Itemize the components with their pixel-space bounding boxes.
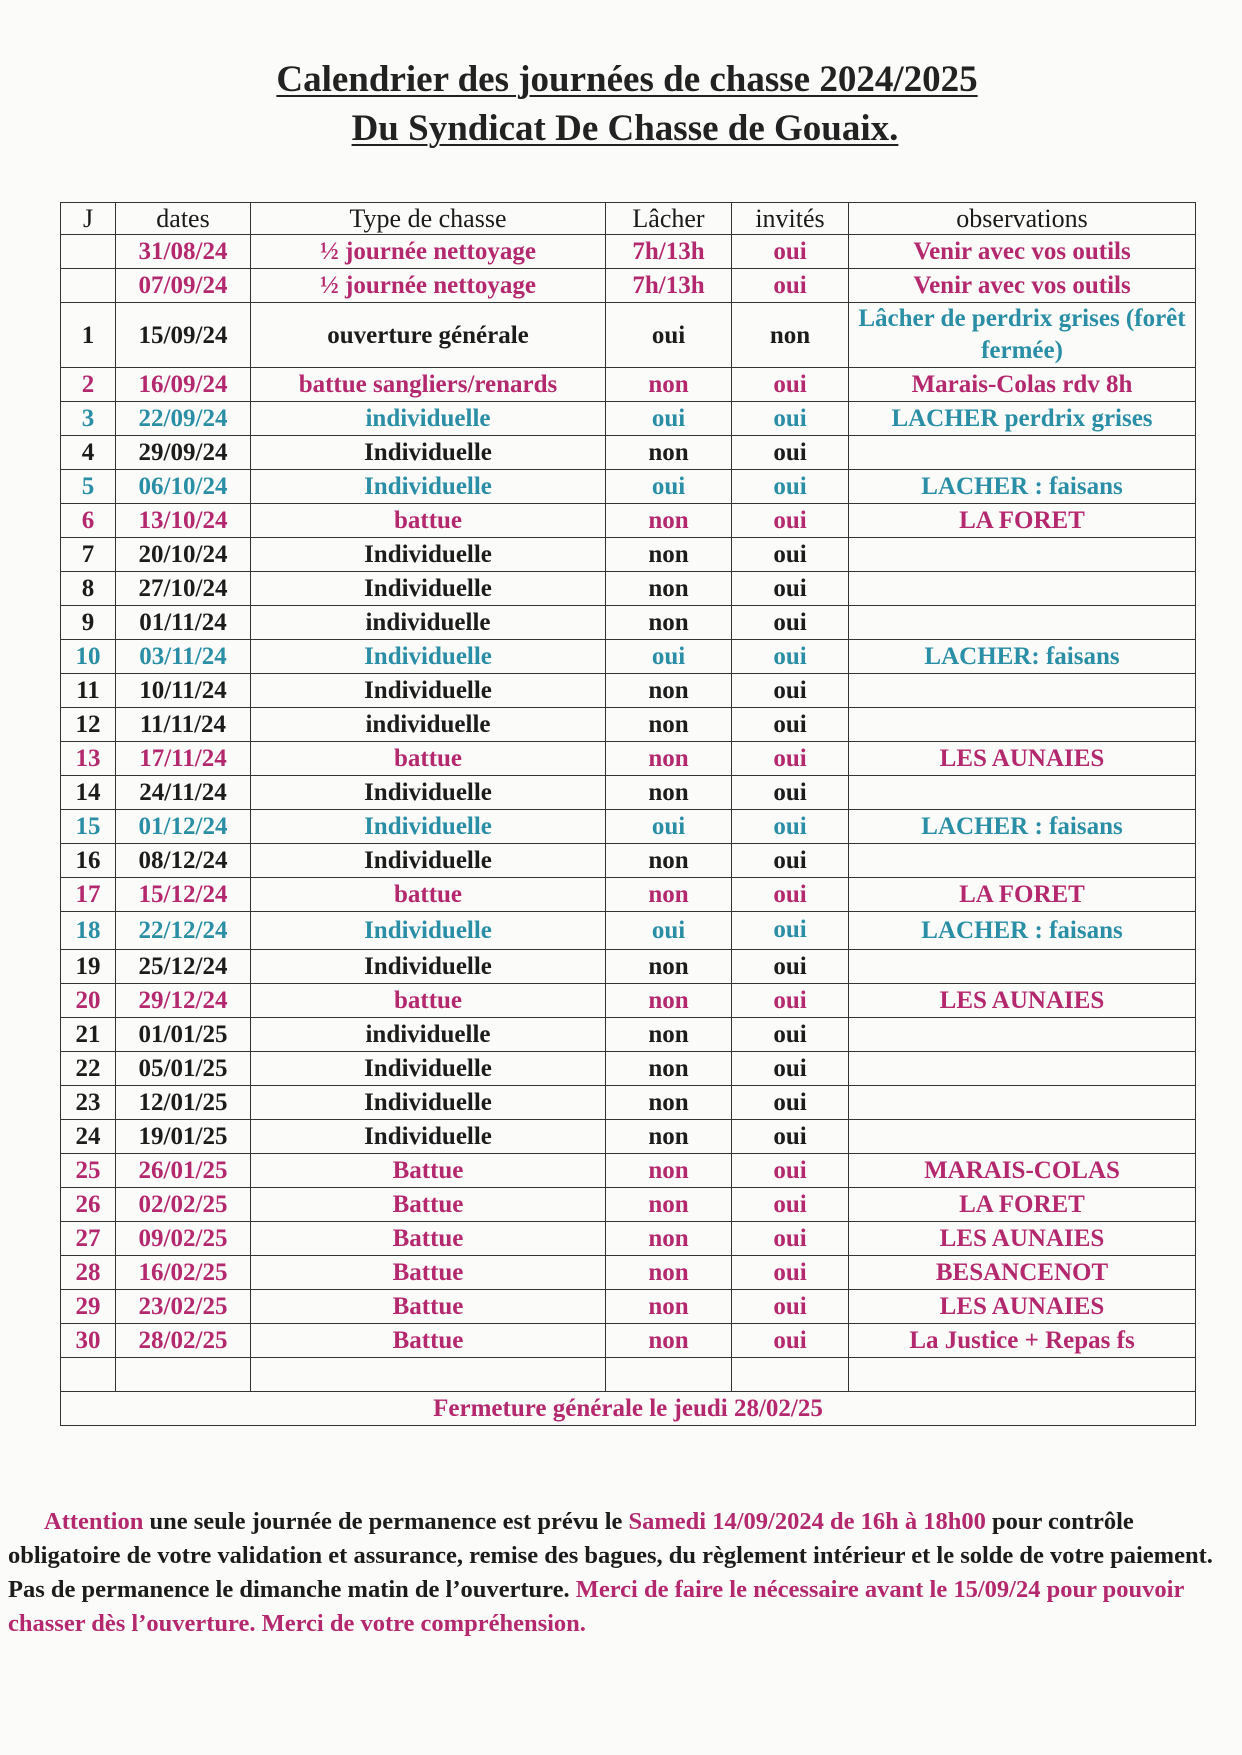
cell-type: battue sangliers/renards [251, 368, 606, 402]
cell-date: 09/02/25 [116, 1222, 251, 1256]
cell-j: 24 [61, 1120, 116, 1154]
cell-date: 20/10/24 [116, 538, 251, 572]
cell-j: 22 [61, 1052, 116, 1086]
cell-j: 17 [61, 878, 116, 912]
table-row [61, 1222, 1196, 1256]
cell-type: Battue [251, 1188, 606, 1222]
cell-date: 28/02/25 [116, 1324, 251, 1358]
cell-lacher: oui [606, 303, 732, 368]
cell-observations: LA FORET [849, 878, 1196, 912]
closing-notice: Fermeture générale le jeudi 28/02/25 [61, 1392, 1196, 1426]
cell-j: 7 [61, 538, 116, 572]
cell-j [61, 235, 116, 269]
cell-invites: oui [732, 606, 849, 640]
cell-j: 11 [61, 674, 116, 708]
cell-type: Individuelle [251, 538, 606, 572]
title-line-1: Calendrier des journées de chasse 2024/2025 [276, 59, 978, 100]
hunting-calendar-table [60, 202, 1196, 1426]
table-row [61, 742, 1196, 776]
cell-invites: oui [732, 436, 849, 470]
cell-date: 17/11/24 [116, 742, 251, 776]
cell-date: 29/09/24 [116, 436, 251, 470]
table-row [61, 810, 1196, 844]
table-row [61, 950, 1196, 984]
cell-j: 2 [61, 368, 116, 402]
cell-date: 27/10/24 [116, 572, 251, 606]
cell-j: 5 [61, 470, 116, 504]
cell-j: 28 [61, 1256, 116, 1290]
cell-date: 01/01/25 [116, 1018, 251, 1052]
note-text-2: pour contrôle obligatoire de votre validation et assurance, remise des bagues, du règlement intérieur et le solde de votre paiement. Pas de permanence le dimanche matin de l’ouverture. [8, 1508, 1213, 1603]
table-row [61, 606, 1196, 640]
header-type: Type de chasse [251, 203, 606, 235]
cell-type: ouverture générale [251, 303, 606, 368]
note-thanks: votre compréhension. [354, 1610, 586, 1637]
cell-j: 18 [61, 912, 116, 950]
cell-invites: oui [732, 1222, 849, 1256]
cell-invites: oui [732, 368, 849, 402]
table-header-row [61, 203, 1196, 235]
table-row [61, 368, 1196, 402]
cell-lacher: non [606, 538, 732, 572]
cell-invites: oui [732, 950, 849, 984]
cell-j: 6 [61, 504, 116, 538]
cell-invites: oui [732, 674, 849, 708]
cell-lacher: non [606, 1052, 732, 1086]
cell-invites: oui [732, 1052, 849, 1086]
table-row [61, 538, 1196, 572]
table-row [61, 470, 1196, 504]
table-row [61, 303, 1196, 368]
cell-date: 31/08/24 [116, 235, 251, 269]
cell-invites: oui [732, 984, 849, 1018]
cell-lacher: oui [606, 402, 732, 436]
cell-observations: LES AUNAIES [849, 984, 1196, 1018]
cell-lacher: oui [606, 810, 732, 844]
cell-date: 24/11/24 [116, 776, 251, 810]
cell-observations: Lâcher de perdrix grises (forêt fermée) [849, 303, 1196, 368]
cell-type: Battue [251, 1154, 606, 1188]
cell-date: 05/01/25 [116, 1052, 251, 1086]
cell-lacher: oui [606, 640, 732, 674]
cell-type: Individuelle [251, 950, 606, 984]
header-observations: observations [849, 203, 1196, 235]
cell-observations [849, 538, 1196, 572]
cell-observations [849, 1052, 1196, 1086]
cell-j [61, 269, 116, 303]
table-row [61, 1188, 1196, 1222]
cell-observations [849, 1018, 1196, 1052]
cell-j: 8 [61, 572, 116, 606]
cell-date: 29/12/24 [116, 984, 251, 1018]
cell-j: 29 [61, 1290, 116, 1324]
cell-lacher: 7h/13h [606, 235, 732, 269]
cell-lacher: non [606, 950, 732, 984]
cell-lacher: non [606, 776, 732, 810]
cell-observations [849, 1086, 1196, 1120]
cell-invites: oui [732, 878, 849, 912]
cell-lacher: non [606, 1188, 732, 1222]
table-row [61, 776, 1196, 810]
cell-date: 19/01/25 [116, 1120, 251, 1154]
blank-row [61, 1358, 1196, 1392]
cell-type: ½ journée nettoyage [251, 269, 606, 303]
table-row [61, 844, 1196, 878]
cell-lacher: oui [606, 912, 732, 950]
cell-j: 16 [61, 844, 116, 878]
cell-observations: LACHER : faisans [849, 470, 1196, 504]
cell-type: Individuelle [251, 810, 606, 844]
cell-invites: oui [732, 1120, 849, 1154]
cell-observations: Venir avec vos outils [849, 235, 1196, 269]
cell-invites: oui [732, 470, 849, 504]
cell-invites: oui [732, 1086, 849, 1120]
cell-type: ½ journée nettoyage [251, 235, 606, 269]
cell-type: individuelle [251, 708, 606, 742]
cell-observations: La Justice + Repas fs [849, 1324, 1196, 1358]
cell-invites: oui [732, 1256, 849, 1290]
cell-date: 01/11/24 [116, 606, 251, 640]
header-lacher: Lâcher [606, 203, 732, 235]
cell-invites: oui [732, 402, 849, 436]
cell-j: 25 [61, 1154, 116, 1188]
cell-j: 10 [61, 640, 116, 674]
table-row [61, 1290, 1196, 1324]
cell-date: 10/11/24 [116, 674, 251, 708]
cell-observations [849, 950, 1196, 984]
cell-observations [849, 776, 1196, 810]
cell-invites: oui [732, 235, 849, 269]
table-row [61, 912, 1196, 950]
table-row [61, 674, 1196, 708]
table-row [61, 504, 1196, 538]
cell-observations: Venir avec vos outils [849, 269, 1196, 303]
table-row [61, 436, 1196, 470]
table-row [61, 1120, 1196, 1154]
header-j: J [61, 203, 116, 235]
cell-observations [849, 844, 1196, 878]
note-attention: Attention [44, 1508, 144, 1535]
cell-invites: oui [732, 269, 849, 303]
cell-observations: LACHER perdrix grises [849, 402, 1196, 436]
cell-observations: LACHER: faisans [849, 640, 1196, 674]
table-row [61, 1324, 1196, 1358]
cell-type: Individuelle [251, 674, 606, 708]
cell-type: Battue [251, 1290, 606, 1324]
cell-j: 15 [61, 810, 116, 844]
cell-invites: oui [732, 572, 849, 606]
cell-j: 12 [61, 708, 116, 742]
cell-type: battue [251, 984, 606, 1018]
cell-j: 4 [61, 436, 116, 470]
cell-lacher: non [606, 674, 732, 708]
cell-lacher: non [606, 984, 732, 1018]
cell-date: 25/12/24 [116, 950, 251, 984]
cell-observations: BESANCENOT [849, 1256, 1196, 1290]
cell-type: Individuelle [251, 640, 606, 674]
cell-date: 23/02/25 [116, 1290, 251, 1324]
cell-date: 16/02/25 [116, 1256, 251, 1290]
cell-observations [849, 674, 1196, 708]
cell-invites: oui [732, 810, 849, 844]
cell-lacher: 7h/13h [606, 269, 732, 303]
cell-type: battue [251, 742, 606, 776]
cell-date: 15/09/24 [116, 303, 251, 368]
cell-type: Individuelle [251, 912, 606, 950]
cell-observations: LACHER : faisans [849, 912, 1196, 950]
cell-type: Individuelle [251, 436, 606, 470]
cell-date: 16/09/24 [116, 368, 251, 402]
cell-type: individuelle [251, 402, 606, 436]
cell-lacher: non [606, 708, 732, 742]
cell-j: 26 [61, 1188, 116, 1222]
cell-invites: oui [732, 912, 849, 950]
cell-lacher: non [606, 436, 732, 470]
cell-date: 08/12/24 [116, 844, 251, 878]
note-request: Merci de faire le nécessaire avant le 15/09/24 pour pouvoir chasser dès l’ouverture. Merci de [8, 1576, 1184, 1637]
cell-invites: oui [732, 1188, 849, 1222]
cell-date: 02/02/25 [116, 1188, 251, 1222]
cell-type: individuelle [251, 606, 606, 640]
cell-invites: non [732, 303, 849, 368]
cell-date: 12/01/25 [116, 1086, 251, 1120]
cell-invites: oui [732, 1154, 849, 1188]
table-row [61, 640, 1196, 674]
attention-note [8, 1505, 1236, 1641]
cell-j: 9 [61, 606, 116, 640]
table-row [61, 572, 1196, 606]
cell-invites: oui [732, 844, 849, 878]
cell-observations: MARAIS-COLAS [849, 1154, 1196, 1188]
cell-observations: LACHER : faisans [849, 810, 1196, 844]
cell-type: Battue [251, 1222, 606, 1256]
cell-type: Individuelle [251, 1052, 606, 1086]
note-date: Samedi 14/09/2024 de 16h à 18h00 [628, 1508, 986, 1535]
table-row [61, 1018, 1196, 1052]
cell-observations [849, 436, 1196, 470]
cell-invites: oui [732, 742, 849, 776]
cell-j: 1 [61, 303, 116, 368]
table-row [61, 269, 1196, 303]
cell-lacher: non [606, 1290, 732, 1324]
cell-j: 21 [61, 1018, 116, 1052]
cell-lacher: non [606, 1154, 732, 1188]
cell-j: 23 [61, 1086, 116, 1120]
cell-invites: oui [732, 504, 849, 538]
cell-date: 22/12/24 [116, 912, 251, 950]
cell-type: Individuelle [251, 1120, 606, 1154]
table-row [61, 1086, 1196, 1120]
cell-invites: oui [732, 538, 849, 572]
title-line-2: Du Syndicat De Chasse de Gouaix. [351, 108, 899, 149]
cell-invites: oui [732, 1324, 849, 1358]
table-row [61, 1154, 1196, 1188]
cell-type: battue [251, 504, 606, 538]
cell-lacher: non [606, 1256, 732, 1290]
table-row [61, 878, 1196, 912]
cell-date: 01/12/24 [116, 810, 251, 844]
cell-date: 03/11/24 [116, 640, 251, 674]
cell-date: 13/10/24 [116, 504, 251, 538]
cell-observations: Marais-Colas rdv 8h [849, 368, 1196, 402]
cell-j: 14 [61, 776, 116, 810]
table-row [61, 1052, 1196, 1086]
cell-lacher: non [606, 572, 732, 606]
cell-lacher: oui [606, 470, 732, 504]
cell-j: 19 [61, 950, 116, 984]
cell-j: 3 [61, 402, 116, 436]
cell-invites: oui [732, 1018, 849, 1052]
header-invites: invités [732, 203, 849, 235]
table-row [61, 984, 1196, 1018]
cell-observations: LA FORET [849, 504, 1196, 538]
cell-type: Individuelle [251, 572, 606, 606]
cell-type: Individuelle [251, 1086, 606, 1120]
cell-j: 20 [61, 984, 116, 1018]
table-row [61, 402, 1196, 436]
cell-observations [849, 1120, 1196, 1154]
cell-type: Individuelle [251, 776, 606, 810]
cell-date: 07/09/24 [116, 269, 251, 303]
note-text-1: une seule journée de permanence est prévu le [143, 1508, 629, 1535]
cell-type: Battue [251, 1324, 606, 1358]
cell-j: 27 [61, 1222, 116, 1256]
cell-date: 22/09/24 [116, 402, 251, 436]
cell-lacher: non [606, 878, 732, 912]
cell-lacher: non [606, 1018, 732, 1052]
footer-row [61, 1392, 1196, 1426]
cell-type: Individuelle [251, 844, 606, 878]
cell-invites: oui [732, 1290, 849, 1324]
table-row [61, 1256, 1196, 1290]
cell-lacher: non [606, 368, 732, 402]
cell-lacher: non [606, 1222, 732, 1256]
cell-lacher: non [606, 606, 732, 640]
cell-lacher: non [606, 742, 732, 776]
cell-date: 15/12/24 [116, 878, 251, 912]
cell-observations: LA FORET [849, 1188, 1196, 1222]
cell-invites: oui [732, 640, 849, 674]
cell-observations: LES AUNAIES [849, 1222, 1196, 1256]
cell-lacher: non [606, 1324, 732, 1358]
cell-invites: oui [732, 708, 849, 742]
cell-lacher: non [606, 1120, 732, 1154]
cell-date: 26/01/25 [116, 1154, 251, 1188]
header-dates: dates [116, 203, 251, 235]
cell-observations: LES AUNAIES [849, 1290, 1196, 1324]
cell-observations: LES AUNAIES [849, 742, 1196, 776]
cell-type: individuelle [251, 1018, 606, 1052]
cell-lacher: non [606, 1086, 732, 1120]
cell-type: Battue [251, 1256, 606, 1290]
cell-type: battue [251, 878, 606, 912]
cell-date: 11/11/24 [116, 708, 251, 742]
table-row [61, 708, 1196, 742]
cell-lacher: non [606, 844, 732, 878]
table-row [61, 235, 1196, 269]
cell-j: 30 [61, 1324, 116, 1358]
cell-date: 06/10/24 [116, 470, 251, 504]
cell-type: Individuelle [251, 470, 606, 504]
cell-observations [849, 708, 1196, 742]
cell-invites: oui [732, 776, 849, 810]
cell-j: 13 [61, 742, 116, 776]
cell-observations [849, 572, 1196, 606]
cell-observations [849, 606, 1196, 640]
cell-lacher: non [606, 504, 732, 538]
